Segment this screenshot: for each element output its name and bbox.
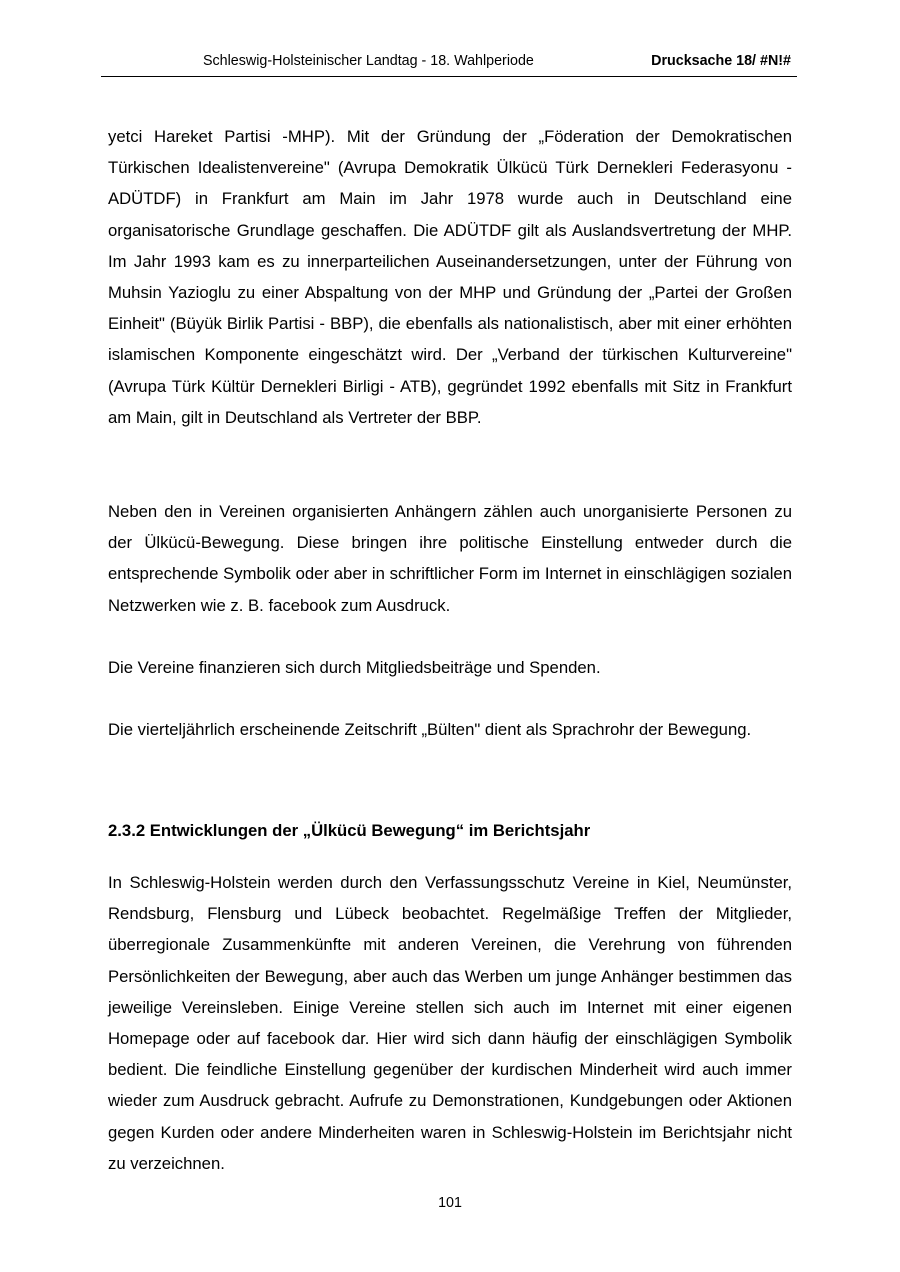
paragraph-mhp-history: yetci Hareket Partisi -MHP). Mit der Gründung der „Föderation der Demokratischen Türkischen Idealistenvereine" (Avrupa Demokratik Ülkücü Türk Dernekleri Federasyonu - ADÜTDF) in Frankfurt am Main im Jahr 1978 wurde auch in Deutschland eine organisatorische Grundlage geschaffen. Die ADÜTDF gilt als Auslandsvertretung der MHP. Im Jahr 1993 kam es zu innerparteilichen Auseinandersetzungen, unter der Führung von Muhsin Yazioglu zu einer Abspaltung von der MHP und Gründung der „Partei der Großen Einheit" (Büyük Birlik Partisi - BBP), die ebenfalls als nationalistisch, aber mit einer erhöhten islamischen Komponente eingeschätzt wird. Der „Verband der türkischen Kulturvereine" (Avrupa Türk Kültür Dernekleri Birligi - ATB), gegründet 1992 ebenfalls mit Sitz in Frankfurt am Main, gilt in Deutschland als Vertreter der BBP. (108, 127, 792, 427)
header-title: Schleswig-Holsteinischer Landtag - 18. Wahlperiode (203, 53, 534, 69)
page-number: 101 (438, 1195, 462, 1211)
paragraph-magazine: Die vierteljährlich erscheinende Zeitschrift „Bülten" dient als Sprachrohr der Bewegung. (108, 720, 752, 739)
document-number: Drucksache 18/ #N!# (651, 53, 791, 69)
paragraph-financing: Die Vereine finanzieren sich durch Mitgliedsbeiträge und Spenden. (108, 658, 601, 677)
paragraph-unorganized-followers: Neben den in Vereinen organisierten Anhängern zählen auch unorganisierte Personen zu der Ülkücü-Bewegung. Diese bringen ihre politische Einstellung entweder durch die entsprechende Symbolik oder aber in schriftlicher Form im Internet in einschlägigen sozialen Netzwerken wie z. B. facebook zum Ausdruck. (108, 502, 792, 615)
paragraph-developments: In Schleswig-Holstein werden durch den Verfassungsschutz Vereine in Kiel, Neumünster, Rendsburg, Flensburg und Lübeck beobachtet. Regelmäßige Treffen der Mitglieder, überregionale Zusammenkünfte mit anderen Vereinen, die Verehrung von führenden Persönlichkeiten der Bewegung, aber auch das Werben um junge Anhänger bestimmen das jeweilige Vereinsleben. Einige Vereine stellen sich auch im Internet mit einer eigenen Homepage oder auf facebook dar. Hier wird sich dann häufig der einschlägigen Symbolik bedient. Die feindliche Einstellung gegenüber der kurdischen Minderheit wird auch immer wieder zum Ausdruck gebracht. Aufrufe zu Demonstrationen, Kundgebungen oder Aktionen gegen Kurden oder andere Minderheiten waren in Schleswig-Holstein im Berichtsjahr nicht zu verzeichnen. (108, 873, 792, 1173)
page-header (101, 50, 797, 77)
section-heading: 2.3.2 Entwicklungen der „Ülkücü Bewegung“ im Berichtsjahr (108, 821, 591, 840)
